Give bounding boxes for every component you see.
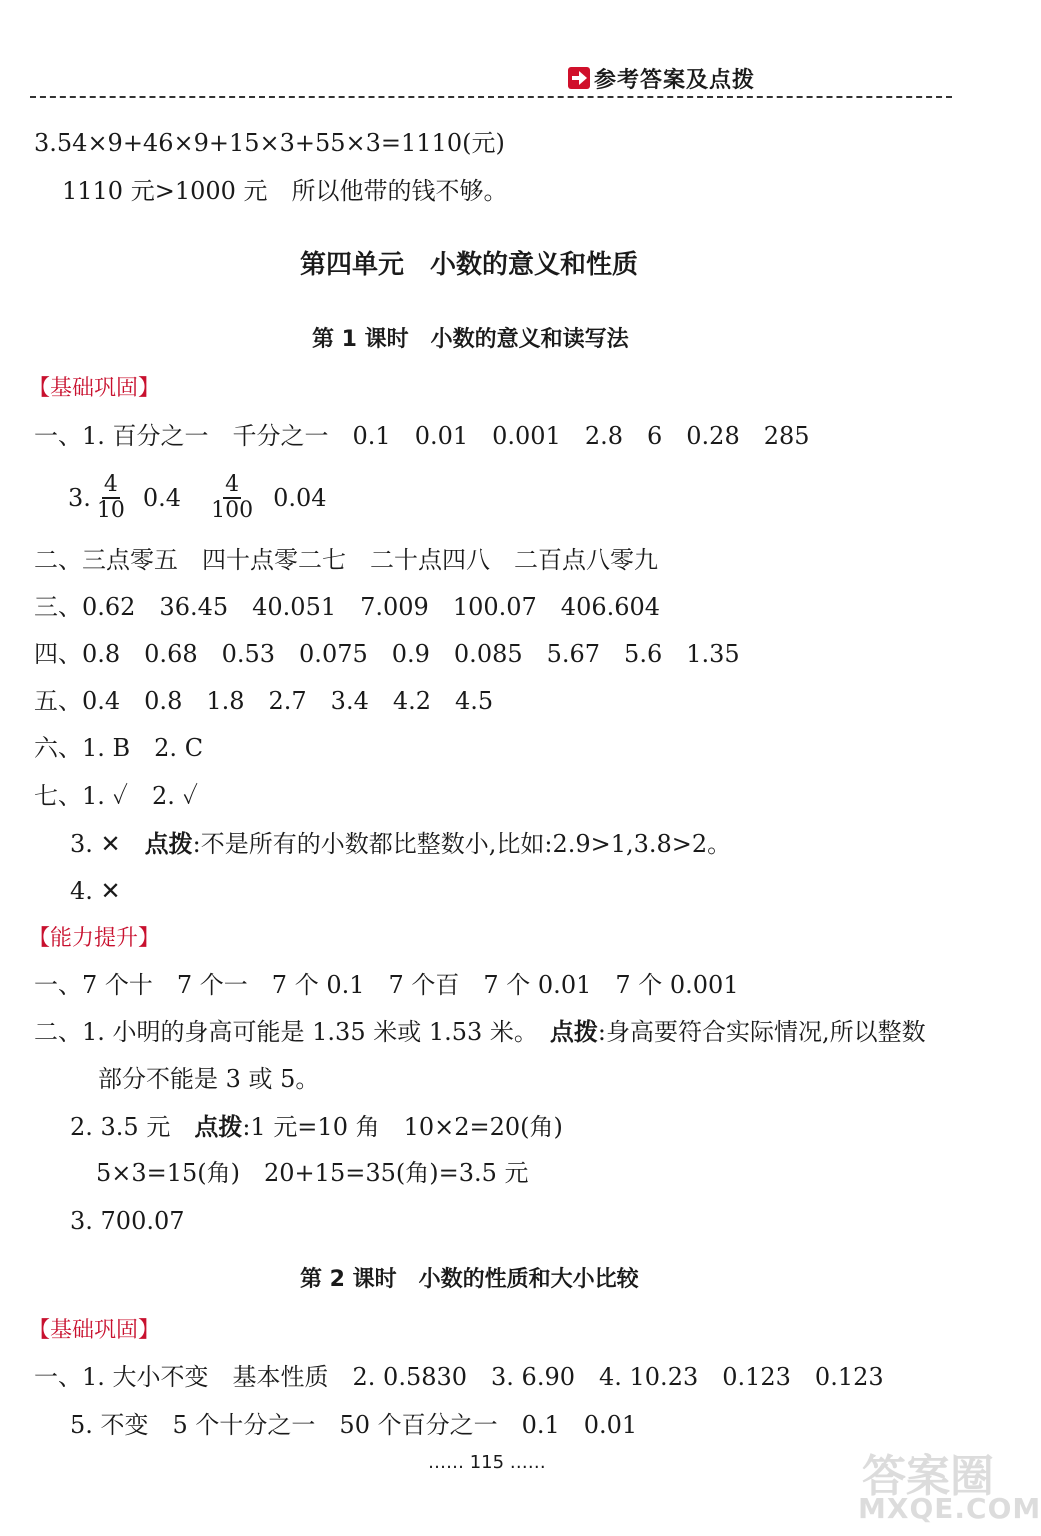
fraction	[211, 473, 253, 523]
answer-line: 六、1. B 2. C	[34, 734, 204, 762]
answer-text: 3. ✕	[70, 830, 145, 858]
answer-line: 七、1. ✓ 2. ✓	[34, 782, 199, 810]
answer-line: 部分不能是 3 或 5。	[98, 1065, 320, 1093]
page-number: …… 115 ……	[428, 1452, 546, 1473]
section-tag: 【基础巩固】	[28, 1318, 161, 1343]
answer-line: 三、0.62 36.45 40.051 7.009 100.07 406.604	[34, 593, 661, 621]
header-divider	[30, 96, 952, 98]
fraction-denominator: 10	[96, 498, 125, 523]
answer-text: 二、1. 小明的身高可能是 1.35 米或 1.53 米。	[34, 1018, 550, 1046]
page-header	[568, 62, 755, 94]
answer-line: 3.54×9+46×9+15×3+55×3=1110(元)	[34, 129, 505, 157]
answer-value: 0.04	[273, 484, 327, 512]
section-tag: 【能力提升】	[28, 926, 161, 951]
answer-line: 3. 700.07	[70, 1207, 185, 1235]
answer-line: 一、1. 大小不变 基本性质 2. 0.5830 3. 6.90 4. 10.23 0.123 0.123	[34, 1363, 884, 1391]
watermark-line: 答案圈	[862, 1451, 994, 1502]
section-tag: 【基础巩固】	[28, 376, 161, 401]
fraction	[97, 473, 125, 523]
fraction-denominator: 100	[211, 498, 254, 523]
answer-line: 五、0.4 0.8 1.8 2.7 3.4 4.2 4.5	[34, 687, 494, 715]
answer-line: 四、0.8 0.68 0.53 0.075 0.9 0.085 5.67 5.6 1.35	[34, 640, 740, 668]
answer-line	[70, 1112, 563, 1142]
answer-line	[70, 829, 731, 859]
answer-line: 4. ✕	[70, 877, 121, 905]
answer-line: 5×3=15(角) 20+15=35(角)=3.5 元	[96, 1159, 529, 1187]
answer-value: 0.4	[142, 484, 182, 512]
item-number: 3.	[68, 484, 91, 512]
fraction-numerator: 4	[225, 472, 240, 497]
answer-line: 一、1. 百分之一 千分之一 0.1 0.01 0.001 2.8 6 0.28 285	[34, 422, 810, 450]
header-title: 参考答案及点拨	[594, 67, 756, 93]
hint-text: :身高要符合实际情况,所以整数	[597, 1018, 926, 1046]
answer-line: 1110 元>1000 元 所以他带的钱不够。	[62, 177, 508, 205]
hint-text: :1 元=10 角 10×2=20(角)	[242, 1113, 563, 1141]
answer-line	[34, 1017, 926, 1047]
hint-label: 点拨	[549, 1018, 598, 1046]
answer-line-fractions	[68, 473, 327, 523]
answer-line: 二、三点零五 四十点零二七 二十点四八 二百点八零九	[34, 546, 658, 574]
lesson-title: 第 2 课时 小数的性质和大小比较	[300, 1267, 639, 1292]
hint-label: 点拨	[194, 1113, 243, 1141]
fraction-numerator: 4	[103, 472, 118, 497]
hint-label: 点拨	[144, 830, 193, 858]
hint-text: :不是所有的小数都比整数小,比如:2.9>1,3.8>2。	[192, 830, 732, 858]
watermark-logo	[858, 1440, 1041, 1528]
watermark-line: MXQE.COM	[858, 1492, 1041, 1525]
unit-title: 第四单元 小数的意义和性质	[300, 250, 639, 280]
lesson-title: 第 1 课时 小数的意义和读写法	[312, 327, 629, 352]
arrow-right-icon	[568, 67, 590, 89]
answer-line: 一、7 个十 7 个一 7 个 0.1 7 个百 7 个 0.01 7 个 0.001	[34, 971, 739, 999]
answer-line: 5. 不变 5 个十分之一 50 个百分之一 0.1 0.01	[70, 1411, 638, 1439]
answer-text: 2. 3.5 元	[70, 1113, 195, 1141]
